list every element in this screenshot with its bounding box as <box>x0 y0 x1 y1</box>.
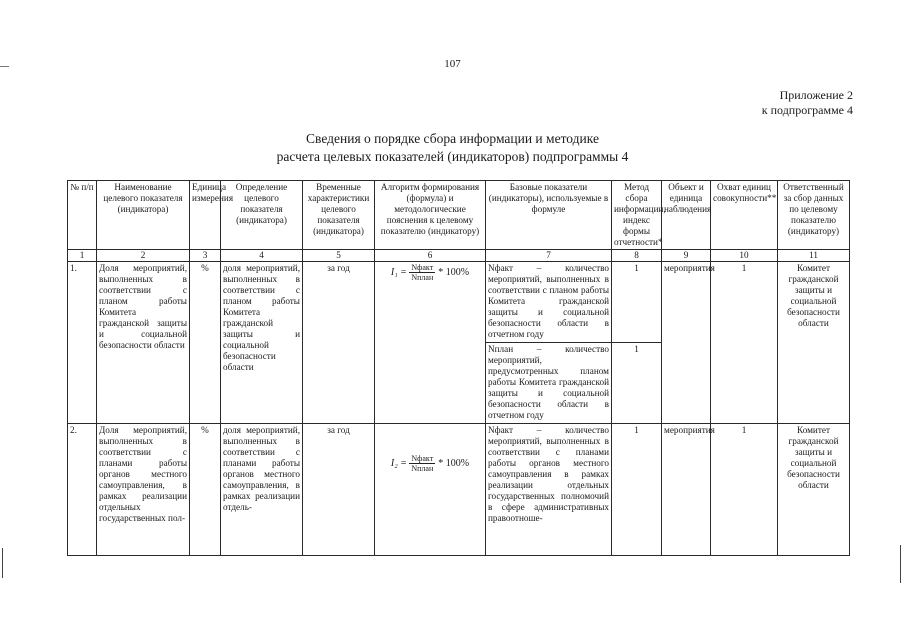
coverage-cell: 1 <box>711 424 778 556</box>
right-edge-mark <box>900 545 901 583</box>
column-number: 2 <box>97 250 190 262</box>
header-cell: № п/п <box>68 181 97 250</box>
header-cell: Ответственный за сбор данных по целевому показателю (индикатору) <box>778 181 850 250</box>
responsible-party: Комитет гражданской защиты и социальной безопасности области <box>778 424 850 556</box>
formula-fraction <box>409 454 435 473</box>
document-title <box>0 130 905 166</box>
observation-object: мероприятия <box>662 424 711 556</box>
formula-numerator: Nфакт <box>411 454 434 463</box>
header-cell: Определение целевого показателя (индикатора) <box>221 181 303 250</box>
collection-method: 1 <box>612 262 662 343</box>
base-indicator: Nплан – количество мероприятий, предусмотренных планом работы Комитета гражданской защиты и социальной безопасности области в отчетном году <box>486 343 612 424</box>
base-indicator: Nфакт – количество мероприятий, выполненных в соответствии с планами работы органов местного самоуправления в рамках реализации отдельных государственных полномочий в сфере административных правоотноше- <box>486 424 612 556</box>
formula-lhs: I₁ <box>390 267 398 278</box>
unit-cell: % <box>190 424 221 556</box>
row-number: 2. <box>68 424 97 556</box>
appendix-caption <box>762 88 853 118</box>
indicator-name: Доля мероприятий, выполненных в соответствии с планом работы Комитета гражданской защиты и социальной безопасности области <box>97 262 190 424</box>
coverage-cell: 1 <box>711 262 778 424</box>
observation-object: мероприятия <box>662 262 711 424</box>
table-row <box>68 424 850 556</box>
column-number: 3 <box>190 250 221 262</box>
column-number: 5 <box>303 250 375 262</box>
left-edge-mark <box>2 548 3 578</box>
formula: I₁ = $\frac{\text{Nфакт}}{\text{Nплан}}$ * 100% <box>390 263 470 282</box>
time-characteristic: за год <box>303 262 375 424</box>
appendix-line-2: к подпрограмме 4 <box>761 103 853 117</box>
header-cell: Наименование целевого показателя (индикатора) <box>97 181 190 250</box>
column-number: 11 <box>778 250 850 262</box>
appendix-line-1: Приложение 2 <box>779 88 853 102</box>
header-cell: Объект и единица наблюдения <box>662 181 711 250</box>
header-cell: Базовые показатели (индикаторы), используемые в формуле <box>486 181 612 250</box>
header-row <box>68 181 850 250</box>
formula-tail: * 100% <box>438 267 470 278</box>
header-cell: Метод сбора информации, индекс формы отчетности* <box>612 181 662 250</box>
formula-fraction <box>409 263 435 282</box>
header-cell: Единица измерения <box>190 181 221 250</box>
column-number: 9 <box>662 250 711 262</box>
column-number: 6 <box>375 250 486 262</box>
header-cell: Охват единиц совокупности** <box>711 181 778 250</box>
formula-numerator: Nфакт <box>411 263 434 272</box>
formula-tail: * 100% <box>438 458 470 469</box>
header-cell: Алгоритм формирования (формула) и методологические пояснения к целевому показателю (индикатору) <box>375 181 486 250</box>
formula-denominator: Nплан <box>411 273 434 282</box>
collection-method: 1 <box>612 424 662 556</box>
formula-cell <box>375 262 486 424</box>
column-number: 8 <box>612 250 662 262</box>
column-number: 7 <box>486 250 612 262</box>
base-indicator: Nфакт – количество мероприятий, выполненных в соответствии с планом работы Комитета гражданской защиты и социальной безопасности области в отчетном году <box>486 262 612 343</box>
header-cell: Временные характеристики целевого показателя (индикатора) <box>303 181 375 250</box>
formula-lhs: I₂ <box>390 458 398 469</box>
unit-cell: % <box>190 262 221 424</box>
indicator-name: Доля мероприятий, выполненных в соответствии с планами работы органов местного самоуправления, в рамках реализации отдельных государственных пол- <box>97 424 190 556</box>
title-line-2: расчета целевых показателей (индикаторов) подпрограммы 4 <box>276 149 629 164</box>
page-number: 107 <box>444 58 461 70</box>
indicators-table <box>67 180 850 556</box>
table-row <box>68 262 850 343</box>
column-number: 4 <box>221 250 303 262</box>
column-number: 1 <box>68 250 97 262</box>
column-number: 10 <box>711 250 778 262</box>
formula-cell <box>375 424 486 556</box>
responsible-party: Комитет гражданской защиты и социальной безопасности области <box>778 262 850 424</box>
formula-denominator: Nплан <box>411 464 434 473</box>
collection-method: 1 <box>612 343 662 424</box>
column-number-row <box>68 250 850 262</box>
indicator-definition: доля мероприятий, выполненных в соответствии с планом работы Комитета гражданской защиты и социальной безопасности области <box>221 262 303 424</box>
row-number: 1. <box>68 262 97 424</box>
title-line-1: Сведения о порядке сбора информации и методике <box>306 131 599 146</box>
formula: I₂ = $\frac{\text{Nфакт}}{\text{Nплан}}$ * 100% <box>390 454 470 473</box>
time-characteristic: за год <box>303 424 375 556</box>
indicator-definition: доля мероприятий, выполненных в соответствии с планами работы органов местного самоуправления, в рамках реализации отдель- <box>221 424 303 556</box>
